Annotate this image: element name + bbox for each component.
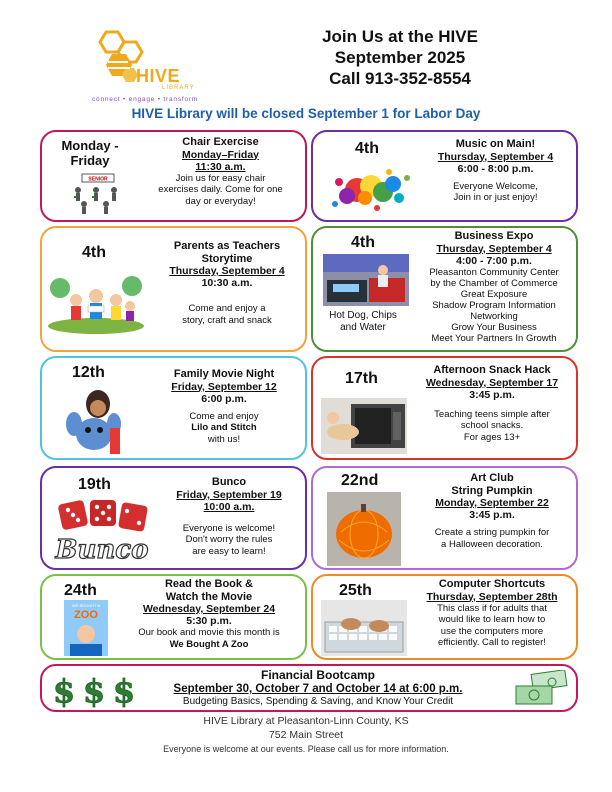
event-date: 22nd bbox=[341, 472, 379, 489]
event-title-1: Art Club bbox=[470, 472, 514, 484]
event-time: 4:00 - 7:00 p.m. bbox=[456, 254, 532, 267]
event-time: 6:00 p.m. bbox=[201, 392, 247, 405]
event-when: Friday, September 19 bbox=[176, 488, 282, 501]
header-line-2: September 2025 bbox=[334, 48, 466, 67]
event-food-1: Hot Dog, Chips bbox=[329, 310, 397, 321]
event-desc: Budgeting Basics, Spending & Saving, and Know Your Credit bbox=[182, 696, 454, 707]
event-title: Computer Shortcuts bbox=[438, 578, 546, 590]
string-pumpkin-photo bbox=[327, 492, 401, 566]
paint-splash-icon bbox=[327, 164, 417, 214]
event-info bbox=[116, 578, 302, 650]
event-date: 4th bbox=[351, 234, 375, 251]
event-desc-2: school snacks. bbox=[460, 420, 524, 431]
event-line-2: by the Chamber of Commerce bbox=[430, 277, 558, 289]
event-info bbox=[409, 364, 575, 443]
event-card-family-movie-night bbox=[40, 356, 307, 460]
event-info bbox=[138, 136, 303, 207]
event-date: 12th bbox=[72, 364, 105, 381]
event-card-financial-bootcamp bbox=[40, 664, 578, 712]
chair-sign-text: SENIOR bbox=[88, 176, 108, 183]
poster-title: ZOO bbox=[74, 609, 98, 621]
event-info bbox=[154, 476, 304, 557]
event-card-business-expo bbox=[311, 226, 578, 352]
event-title: Business Expo bbox=[454, 230, 534, 242]
event-desc-1: Our book and movie this month is bbox=[138, 627, 280, 638]
event-time: 11:30 a.m. bbox=[195, 160, 246, 173]
event-line-7: Meet Your Partners In Growth bbox=[431, 332, 557, 344]
header-line-3: Call 913-352-8554 bbox=[329, 69, 471, 88]
event-time: 6:00 - 8:00 p.m. bbox=[457, 162, 534, 175]
event-info bbox=[411, 230, 577, 344]
event-line-5: Networking bbox=[470, 310, 518, 322]
event-date: 4th bbox=[355, 140, 379, 157]
hive-logo bbox=[92, 28, 222, 108]
event-card-bunco bbox=[40, 466, 307, 570]
event-card-computer-shortcuts bbox=[311, 574, 578, 660]
footer-line-1: HIVE Library at Pleasanton-Linn County, KS bbox=[203, 715, 409, 727]
logo-sub: LIBRARY bbox=[162, 85, 195, 91]
event-desc-1: Teaching teens simple after bbox=[434, 408, 550, 420]
event-when: Monday–Friday bbox=[181, 148, 260, 161]
event-time: 3:45 p.m. bbox=[469, 509, 515, 521]
event-desc-2: Lilo and Stitch bbox=[191, 422, 257, 433]
microwave-snack-photo bbox=[321, 398, 407, 454]
event-title-1: Parents as Teachers bbox=[173, 240, 281, 252]
event-time: 10:00 a.m. bbox=[203, 500, 255, 513]
event-desc-3: day or everyday! bbox=[185, 195, 256, 207]
event-info bbox=[417, 138, 574, 204]
closure-notice: HIVE Library will be closed September 1 for Labor Day bbox=[131, 106, 481, 121]
cash-stack-icon bbox=[512, 670, 570, 708]
event-desc-3: are easy to learn! bbox=[192, 545, 266, 557]
expo-booth-photo bbox=[323, 254, 409, 306]
event-when: Thursday, September 28th bbox=[426, 590, 558, 603]
day-line-2: Friday bbox=[70, 153, 110, 168]
event-desc-1: Come and enjoy a bbox=[188, 303, 266, 314]
event-title: Family Movie Night bbox=[173, 368, 275, 380]
poster-top-text: WE BOUGHT A bbox=[71, 603, 101, 608]
event-desc-1: Create a string pumpkin for bbox=[434, 527, 550, 538]
event-title-1: Read the Book & bbox=[164, 578, 253, 590]
logo-name: HIVE bbox=[136, 66, 181, 86]
event-desc-1: Come and enjoy bbox=[189, 410, 259, 422]
event-desc-2: a Halloween decoration. bbox=[441, 538, 543, 550]
footer-line-3: Everyone is welcome at our events. Please call us for more information. bbox=[163, 744, 449, 754]
event-desc-2: exercises daily. Come for one bbox=[158, 184, 283, 195]
day-line-1: Monday - bbox=[61, 138, 119, 153]
event-desc-1: This class if for adults that bbox=[437, 602, 547, 614]
event-when: Monday, September 22 bbox=[435, 497, 549, 509]
event-info bbox=[142, 668, 494, 708]
event-desc-4: efficiently. Call to register! bbox=[438, 637, 546, 648]
event-desc-2: We Bought A Zoo bbox=[169, 638, 249, 650]
event-time: 3:45 p.m. bbox=[469, 388, 515, 401]
storytime-children-icon bbox=[46, 268, 146, 334]
event-desc-3: use the computers more bbox=[440, 625, 544, 637]
event-desc-2: story, craft and snack bbox=[182, 314, 272, 326]
page-footer bbox=[0, 714, 612, 756]
keyboard-typing-photo bbox=[321, 600, 407, 656]
dollar-sign-1: $ bbox=[52, 672, 76, 708]
dollar-sign-3: $ bbox=[112, 672, 136, 708]
event-date: 17th bbox=[345, 370, 378, 387]
event-when: Friday, September 12 bbox=[171, 380, 277, 393]
event-card-parents-as-teachers bbox=[40, 226, 307, 352]
event-info bbox=[409, 472, 575, 550]
event-desc-2: Join in or just enjoy! bbox=[453, 192, 538, 203]
event-food bbox=[315, 310, 411, 334]
event-title-2: Watch the Movie bbox=[165, 590, 253, 603]
bunco-dice-icon bbox=[50, 498, 154, 568]
event-when: Wednesday, September 17 bbox=[425, 376, 559, 389]
event-desc-3: with us! bbox=[207, 433, 241, 445]
event-desc-1: Everyone is welcome! bbox=[182, 522, 276, 534]
event-line-6: Grow Your Business bbox=[451, 321, 537, 333]
event-card-art-club bbox=[311, 466, 578, 570]
event-info bbox=[146, 368, 302, 445]
event-title-2: String Pumpkin bbox=[451, 484, 533, 497]
event-desc-3: For ages 13+ bbox=[463, 431, 521, 443]
event-date: 4th bbox=[82, 244, 106, 261]
event-date: 19th bbox=[78, 476, 111, 493]
dollar-signs-icon bbox=[50, 672, 140, 708]
event-desc-1: Join us for easy chair bbox=[175, 172, 266, 184]
event-when: Wednesday, September 24 bbox=[142, 603, 276, 615]
event-card-chair-exercise bbox=[40, 130, 307, 222]
event-time: 10:30 a.m. bbox=[201, 277, 253, 289]
event-title: Afternoon Snack Hack bbox=[433, 364, 551, 376]
logo-tagline: connect • engage • transform bbox=[92, 96, 199, 103]
dollar-sign-2: $ bbox=[82, 672, 106, 708]
movie-poster-image bbox=[64, 600, 108, 656]
event-title: Chair Exercise bbox=[182, 136, 259, 148]
chair-exercise-icon bbox=[68, 172, 128, 216]
event-line-1: Pleasanton Community Center bbox=[429, 266, 559, 278]
event-info bbox=[409, 578, 575, 649]
event-info bbox=[152, 240, 302, 326]
footer-line-2: 752 Main Street bbox=[268, 729, 344, 741]
event-desc-2: Don't worry the rules bbox=[185, 534, 273, 545]
event-food-2: and Water bbox=[340, 322, 386, 333]
event-time: 5:30 p.m. bbox=[186, 615, 232, 627]
event-desc-2: would like to learn how to bbox=[438, 614, 546, 625]
lilo-and-stitch-icon bbox=[64, 384, 134, 456]
event-title-2: Storytime bbox=[201, 252, 253, 265]
event-card-afternoon-snack-hack bbox=[311, 356, 578, 460]
header-line-1: Join Us at the HIVE bbox=[322, 27, 478, 46]
event-title: Music on Main! bbox=[455, 138, 536, 150]
event-title: Bunco bbox=[211, 476, 247, 488]
event-when: September 30, October 7 and October 14 at 6:00 p.m. bbox=[173, 683, 463, 695]
event-line-3: Great Exposure bbox=[460, 288, 528, 300]
bunco-word: Bunco bbox=[55, 535, 149, 565]
event-desc-1: Everyone Welcome, bbox=[453, 180, 538, 192]
event-card-music-on-main bbox=[311, 130, 578, 222]
event-date: 25th bbox=[339, 582, 372, 599]
event-when: Thursday, September 4 bbox=[169, 265, 285, 277]
page-header bbox=[270, 26, 530, 89]
event-day-range bbox=[50, 138, 130, 168]
event-line-4: Shadow Program Information bbox=[432, 299, 556, 311]
event-when: Thursday, September 4 bbox=[437, 150, 554, 163]
event-date: 24th bbox=[64, 582, 97, 599]
event-title: Financial Bootcamp bbox=[260, 668, 376, 682]
event-card-read-the-book bbox=[40, 574, 307, 660]
event-when: Thursday, September 4 bbox=[436, 242, 552, 255]
